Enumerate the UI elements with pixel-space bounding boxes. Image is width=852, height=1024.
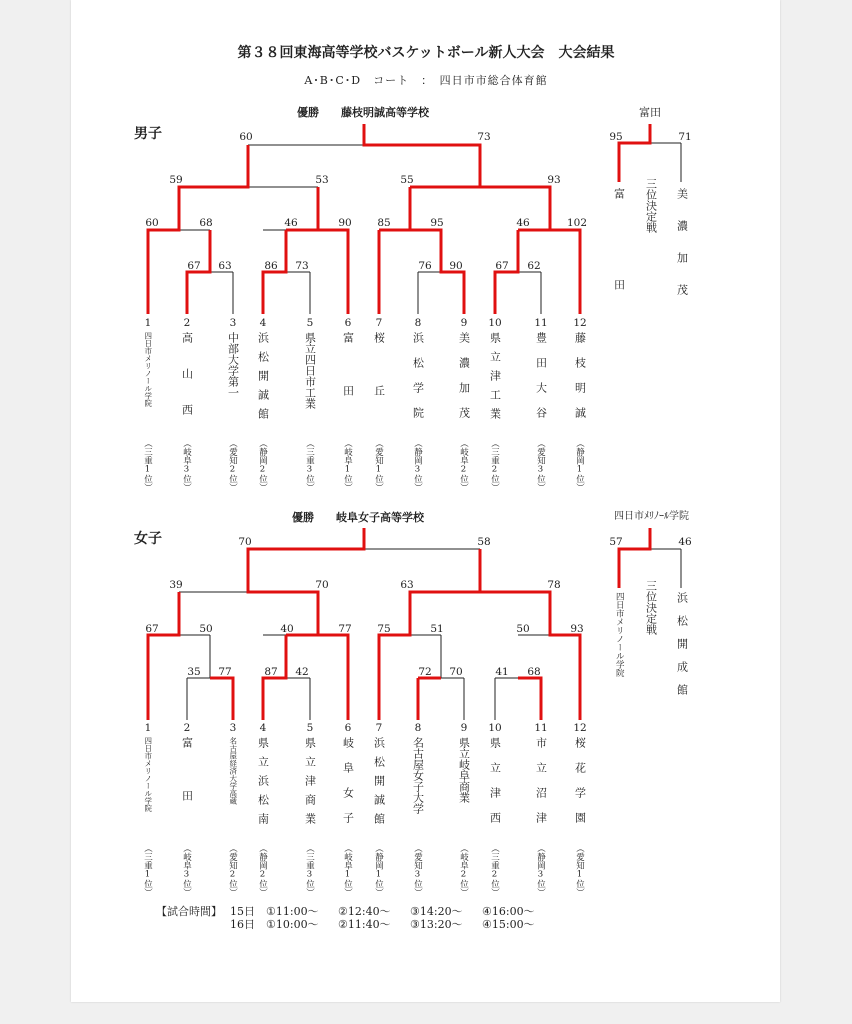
team-entry xyxy=(573,332,587,492)
score: 68 xyxy=(527,666,541,678)
team-prefecture: （愛知1位） xyxy=(373,439,384,492)
team-name: 県立岐阜商業 xyxy=(457,737,471,803)
score: 50 xyxy=(199,623,213,635)
score: 39 xyxy=(169,579,183,591)
team-number: 6 xyxy=(344,317,352,329)
score: 46 xyxy=(516,217,530,229)
team-number: 12 xyxy=(573,722,587,734)
score: 70 xyxy=(449,666,463,678)
team-name: 豊田大谷 xyxy=(534,332,548,432)
team-prefecture: （三重2位） xyxy=(489,844,500,897)
team-number: 1 xyxy=(144,317,152,329)
team-entry xyxy=(341,332,355,492)
team-prefecture: （岐阜1位） xyxy=(342,844,353,897)
score: 70 xyxy=(315,579,329,591)
team-prefecture: （静岡1位） xyxy=(373,844,384,897)
team-name: 美濃加茂 xyxy=(457,332,471,432)
team-number: 4 xyxy=(259,722,267,734)
score: 78 xyxy=(547,579,561,591)
schedule-day: 16日 xyxy=(230,918,255,931)
score: 67 xyxy=(187,260,201,272)
team-number: 5 xyxy=(306,722,314,734)
team-entry xyxy=(303,737,317,897)
women-third-left-name: 四日市メリノール学院 xyxy=(614,592,625,677)
team-entry xyxy=(180,332,194,492)
team-entry xyxy=(256,737,270,897)
team-name: 浜松開誠館 xyxy=(256,332,270,427)
women-third-place-label: 三位決定戦 xyxy=(644,580,658,635)
team-entry xyxy=(457,332,471,492)
score: 76 xyxy=(418,260,432,272)
team-prefecture: （愛知3位） xyxy=(412,844,423,897)
team-number: 10 xyxy=(488,317,502,329)
team-number: 11 xyxy=(534,722,548,734)
schedule-slot: ②12:40～ xyxy=(338,905,391,918)
team-name: 岐阜女子 xyxy=(341,737,355,837)
team-entry xyxy=(341,737,355,897)
team-entry xyxy=(488,332,502,492)
score: 58 xyxy=(477,536,491,548)
team-number: 9 xyxy=(460,722,468,734)
women-bracket-black xyxy=(148,549,681,720)
team-name: 市立沼津 xyxy=(534,737,548,837)
team-name: 県立四日市工業 xyxy=(303,332,317,409)
score: 59 xyxy=(169,174,183,186)
score: 42 xyxy=(295,666,309,678)
team-entry xyxy=(141,737,155,897)
score: 70 xyxy=(238,536,252,548)
score: 93 xyxy=(570,623,584,635)
team-entry xyxy=(141,332,155,492)
team-number: 11 xyxy=(534,317,548,329)
schedule-slot: ①10:00～ xyxy=(266,918,319,931)
score: 77 xyxy=(218,666,232,678)
men-section-title: 男子 xyxy=(134,126,162,142)
team-prefecture: （岐阜3位） xyxy=(181,439,192,492)
team-entry xyxy=(226,737,240,897)
team-entry xyxy=(534,737,548,897)
team-entry xyxy=(226,332,240,492)
score: 67 xyxy=(145,623,159,635)
team-entry xyxy=(488,737,502,897)
team-name: 県立浜松南 xyxy=(256,737,270,832)
team-name: 四日市メリノール学院 xyxy=(143,737,153,812)
score: 95 xyxy=(430,217,444,229)
team-prefecture: （静岡3位） xyxy=(535,844,546,897)
team-name: 高山西 xyxy=(180,332,194,440)
women-section-title: 女子 xyxy=(134,531,162,547)
team-entry xyxy=(180,737,194,897)
score: 90 xyxy=(338,217,352,229)
women-champion-name: 岐阜女子高等学校 xyxy=(336,511,424,524)
women-third-winner: 四日市ﾒﾘﾉｰﾙ学院 xyxy=(614,511,689,522)
score: 68 xyxy=(199,217,213,229)
team-name: 浜松開誠館 xyxy=(372,737,386,832)
score: 41 xyxy=(495,666,509,678)
score: 63 xyxy=(400,579,414,591)
schedule-slot: ②11:40～ xyxy=(338,918,391,931)
team-entry xyxy=(372,737,386,897)
team-name: 四日市メリノール学院 xyxy=(143,332,153,407)
team-name: 藤枝明誠 xyxy=(573,332,587,432)
team-prefecture: （愛知1位） xyxy=(574,844,585,897)
team-prefecture: （三重1位） xyxy=(142,844,153,897)
team-prefecture: （静岡2位） xyxy=(257,439,268,492)
score: 73 xyxy=(477,131,491,143)
team-number: 6 xyxy=(344,722,352,734)
team-number: 7 xyxy=(375,317,383,329)
schedule-slot: ①11:00～ xyxy=(266,905,319,918)
score: 102 xyxy=(566,217,588,229)
team-entry xyxy=(303,332,317,492)
score: 55 xyxy=(400,174,414,186)
team-entry xyxy=(256,332,270,492)
men-third-place-label: 三位決定戦 xyxy=(644,178,658,233)
score: 85 xyxy=(377,217,391,229)
schedule-slot: ③13:20～ xyxy=(410,918,463,931)
score: 67 xyxy=(495,260,509,272)
team-name: 浜松学院 xyxy=(411,332,425,432)
schedule-slot: ④16:00～ xyxy=(482,905,535,918)
score: 73 xyxy=(295,260,309,272)
schedule-slot: ④15:00～ xyxy=(482,918,535,931)
team-entry xyxy=(411,332,425,492)
schedule-slot: ③14:20～ xyxy=(410,905,463,918)
team-prefecture: （三重1位） xyxy=(142,439,153,492)
schedule-label: 【試合時間】 xyxy=(156,905,222,918)
team-number: 2 xyxy=(183,317,191,329)
score: 63 xyxy=(218,260,232,272)
team-number: 1 xyxy=(144,722,152,734)
men-third-right-name: 美濃加茂 xyxy=(675,188,689,316)
score: 86 xyxy=(264,260,278,272)
women-champion-label: 優勝 xyxy=(292,511,314,524)
score: 46 xyxy=(678,536,692,548)
team-number: 5 xyxy=(306,317,314,329)
score: 53 xyxy=(315,174,329,186)
men-third-left-name: 富田 xyxy=(612,188,626,370)
team-number: 3 xyxy=(229,317,237,329)
team-prefecture: （岐阜2位） xyxy=(458,844,469,897)
team-prefecture: （岐阜3位） xyxy=(181,844,192,897)
team-prefecture: （三重3位） xyxy=(304,844,315,897)
score: 95 xyxy=(609,131,623,143)
team-name: 名古屋経済大学高蔵 xyxy=(228,737,238,805)
team-entry xyxy=(534,332,548,492)
team-prefecture: （岐阜2位） xyxy=(458,439,469,492)
score: 40 xyxy=(280,623,294,635)
team-name: 県立津西 xyxy=(488,737,502,837)
score: 46 xyxy=(284,217,298,229)
team-name: 桜花学園 xyxy=(573,737,587,837)
schedule-day: 15日 xyxy=(230,905,255,918)
men-champion-label: 優勝 xyxy=(297,106,319,119)
score: 57 xyxy=(609,536,623,548)
team-number: 4 xyxy=(259,317,267,329)
score: 93 xyxy=(547,174,561,186)
team-number: 12 xyxy=(573,317,587,329)
men-third-winner: 富田 xyxy=(639,106,661,119)
women-third-right-name: 浜松開成館 xyxy=(675,592,689,707)
team-name: 県立津商業 xyxy=(303,737,317,832)
page-title: 第３８回東海高等学校バスケットボール新人大会 大会結果 xyxy=(237,45,615,61)
team-name: 中部大学第一 xyxy=(226,332,240,398)
score: 72 xyxy=(418,666,432,678)
score: 60 xyxy=(239,131,253,143)
score: 87 xyxy=(264,666,278,678)
team-prefecture: （静岡1位） xyxy=(574,439,585,492)
score: 62 xyxy=(527,260,541,272)
team-entry xyxy=(372,332,386,492)
team-number: 8 xyxy=(414,317,422,329)
score: 77 xyxy=(338,623,352,635)
team-prefecture: （三重2位） xyxy=(489,439,500,492)
score: 35 xyxy=(187,666,201,678)
score: 51 xyxy=(430,623,444,635)
team-name: 桜丘 xyxy=(372,332,386,438)
team-number: 7 xyxy=(375,722,383,734)
venue-line: A･B･C･D コート ： 四日市市総合体育館 xyxy=(304,74,548,87)
team-prefecture: （愛知2位） xyxy=(227,844,238,897)
score: 75 xyxy=(377,623,391,635)
team-prefecture: （静岡3位） xyxy=(412,439,423,492)
score: 50 xyxy=(516,623,530,635)
team-prefecture: （愛知3位） xyxy=(535,439,546,492)
team-entry xyxy=(457,737,471,897)
team-number: 2 xyxy=(183,722,191,734)
team-name: 富田 xyxy=(341,332,355,438)
score: 60 xyxy=(145,217,159,229)
team-prefecture: （愛知2位） xyxy=(227,439,238,492)
team-number: 3 xyxy=(229,722,237,734)
team-number: 9 xyxy=(460,317,468,329)
team-prefecture: （三重3位） xyxy=(304,439,315,492)
team-prefecture: （岐阜1位） xyxy=(342,439,353,492)
team-prefecture: （静岡2位） xyxy=(257,844,268,897)
score: 90 xyxy=(449,260,463,272)
score: 71 xyxy=(678,131,692,143)
men-champion-name: 藤枝明誠高等学校 xyxy=(341,106,429,119)
team-name: 名古屋女子大学 xyxy=(411,737,425,814)
team-name: 富田 xyxy=(180,737,194,843)
team-name: 県立津工業 xyxy=(488,332,502,427)
team-number: 8 xyxy=(414,722,422,734)
team-number: 10 xyxy=(488,722,502,734)
team-entry xyxy=(411,737,425,897)
team-entry xyxy=(573,737,587,897)
